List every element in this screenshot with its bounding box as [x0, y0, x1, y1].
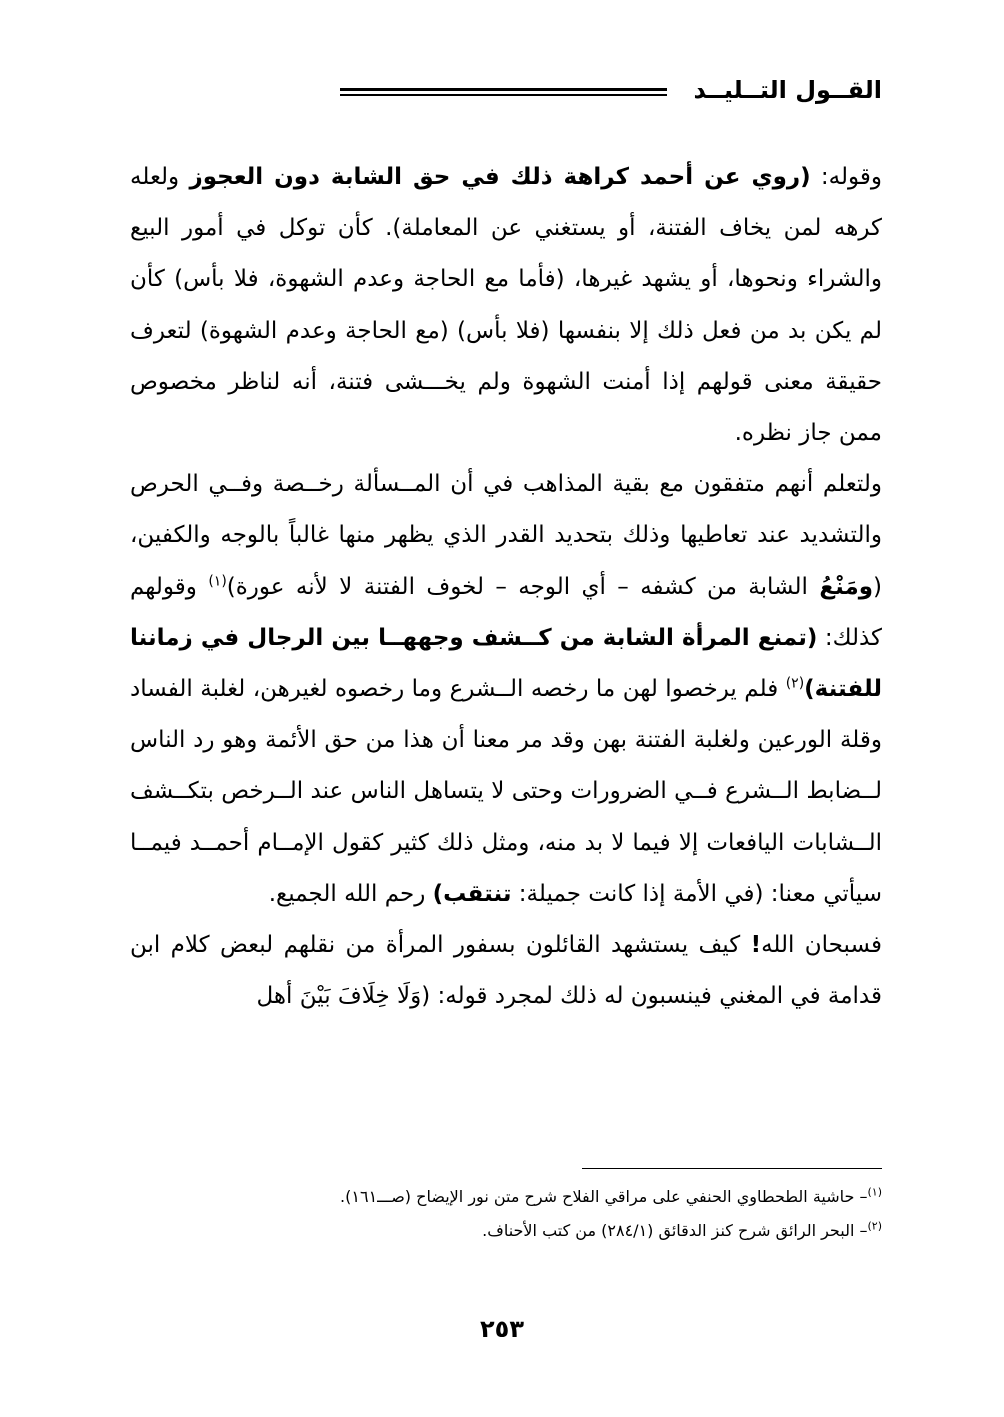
body-text	[130, 152, 882, 1022]
quoted-text-bold: تنتقب)	[432, 880, 512, 907]
footnote-ref-2[interactable]: (٢)	[785, 675, 805, 692]
text-segment: فلم يرخصوا لهن ما رخصه الــشرع وما رخصوه لغيرهن، لغلبة الفساد وقلة الورعين ولغلبة الفتنة بهن وقد مر معنا أن هذا من حق الأئمة وهو رد الناس لــضابط الــشرع فــي الضرورات وحتى لا يتساهل الناس عند الــرخص بتكــشف الــشابات اليافعات إلا فيما لا بد منه، ومثل ذلك كثير كقول الإمــام أحمــد فيمــا سيأتي معنا: (في الأمة إذا كانت جميلة:	[130, 676, 882, 907]
text-segment: الشابة من كشفه – أي الوجه – لخوف الفتنة لا لأنه عورة)	[226, 573, 820, 600]
header-rule-thin	[340, 94, 667, 96]
text-segment: كيف يستشهد القائلون بسفور المرأة من نقلهم لبعض كلام ابن قدامة في المغني فينسبون له ذلك لمجرد قوله: (وَلَا خِلَافَ بَيْنَ أهل	[130, 932, 882, 1010]
footnote-ref-1[interactable]: (١)	[208, 572, 227, 589]
text-segment: ولتعلم أنهم متفقون مع بقية المذاهب في أن المــسألة رخــصة وفــي الحرص والتشديد عند تعاطيها وذلك بتحديد القدر الذي يظهر منها غالباً بالوجه والكفين، (	[130, 471, 882, 600]
footnote-2	[130, 1214, 882, 1248]
footnote-marker: (٢)	[867, 1219, 882, 1233]
footnote-text: – حاشية الطحطاوي الحنفي على مراقي الفلاح شرح متن نور الإيضاح (صـــ١٦١).	[340, 1187, 868, 1206]
quoted-text-bold: (روي عن أحمد كراهة ذلك في حق الشابة دون العجوز	[189, 164, 811, 190]
quoted-text-bold: ومَنْعُ	[819, 573, 874, 600]
running-header	[130, 70, 882, 110]
text-segment: وقوله:	[810, 164, 883, 190]
footnote-separator	[582, 1168, 882, 1169]
paragraph-1	[130, 152, 882, 459]
paragraph-3	[130, 920, 882, 1022]
text-segment: ولعله كرهه لمن يخاف الفتنة، أو يستغني عن المعاملة). كأن توكل في أمور البيع والشراء ونحوها، أو يشهد غيرها، (فأما مع الحاجة وعدم الشهوة، فلا بأس) كأن لم يكن بد من فعل ذلك إلا بنفسها (فلا بأس) (مع الحاجة وعدم الشهوة) لتعرف حقيقة معنى قولهم إذا أمنت الشهوة ولم يخـــشى فتنة، أنه لناظر مخصوص ممن جاز نظره.	[130, 164, 882, 447]
exclamation-bold: !	[750, 932, 762, 959]
paragraph-2	[130, 459, 882, 920]
header-rule-thick	[340, 88, 667, 91]
quoted-text-bold: (تمنع المرأة الشابة من كــشف وجههــا بين الرجال في زماننا للفتنة)	[130, 624, 882, 703]
text-segment: وقولهم كذلك:	[130, 573, 882, 651]
page-number: ٢٥٣	[480, 1315, 524, 1343]
footnote-text: – البحر الرائق شرح كنز الدقائق (٢٨٤/١) من كتب الأحناف.	[482, 1221, 868, 1240]
footnotes	[130, 1180, 882, 1248]
footnote-marker: (١)	[867, 1185, 882, 1199]
text-segment: فسبحان الله	[761, 932, 882, 959]
text-segment: رحم الله الجميع.	[268, 880, 433, 907]
header-title: القــول التــليــد	[693, 76, 882, 104]
footnote-1	[130, 1180, 882, 1214]
